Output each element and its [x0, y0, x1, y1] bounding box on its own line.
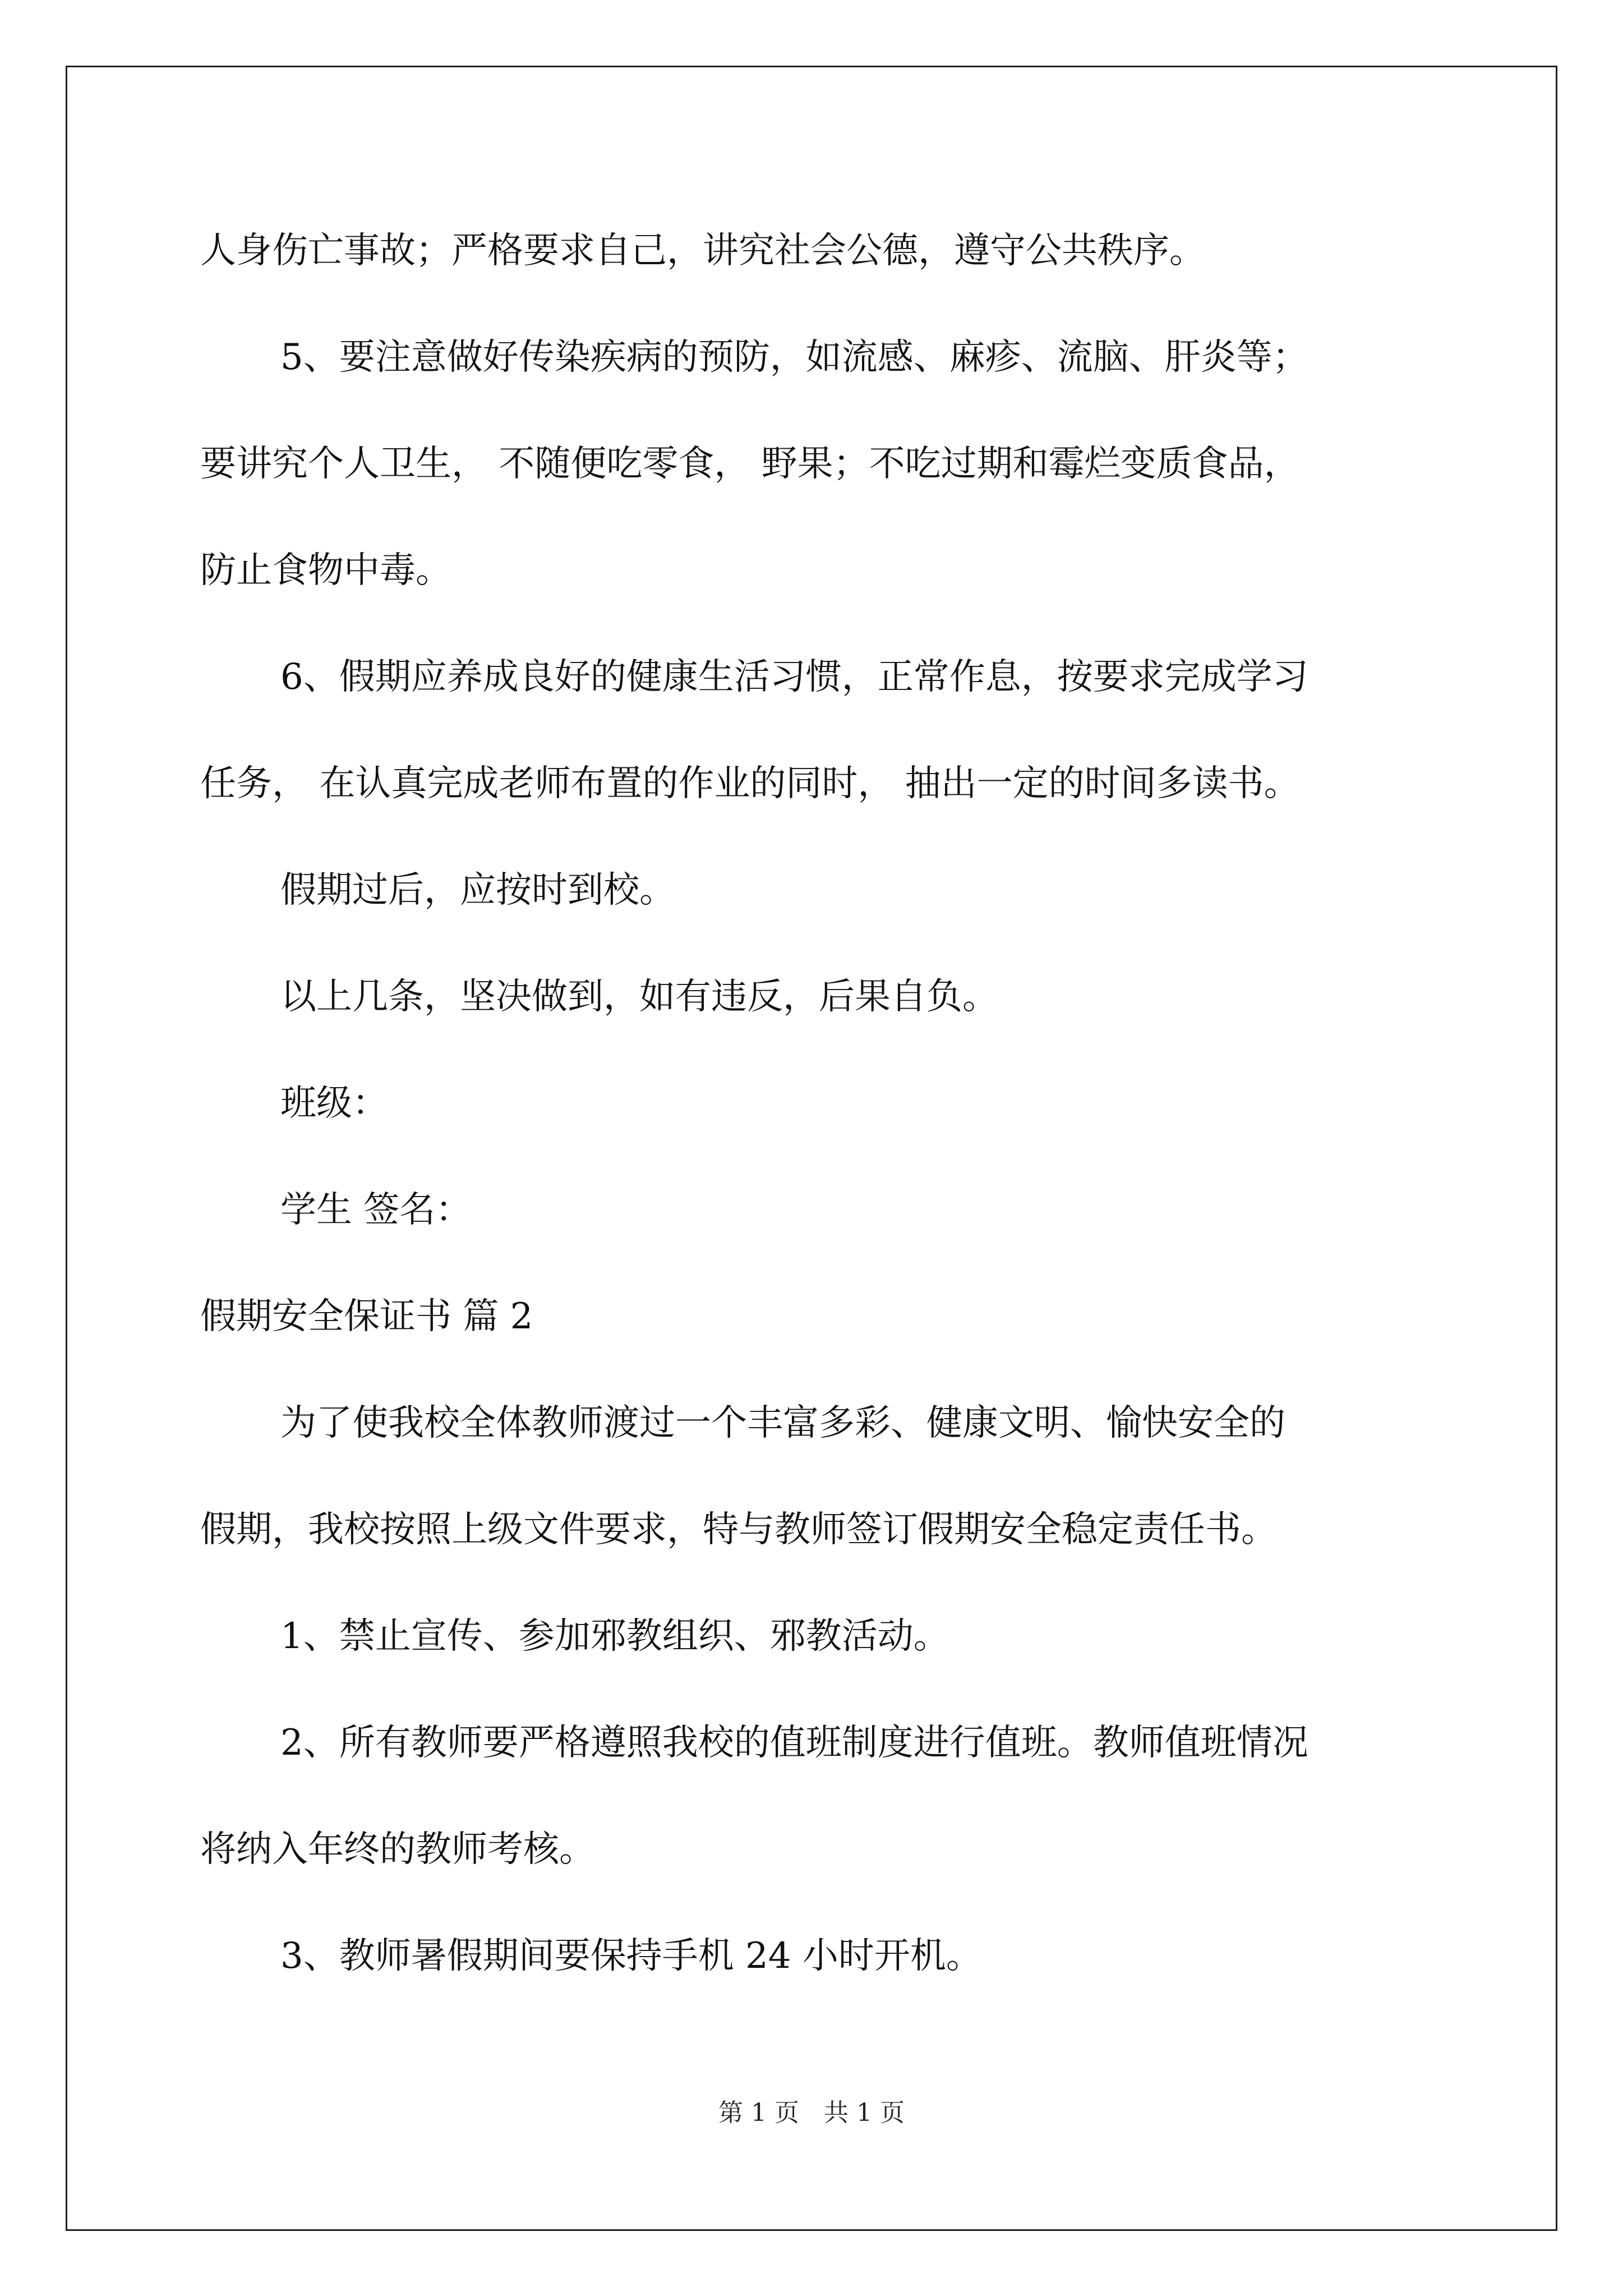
class-label: 班级： [280, 1083, 388, 1124]
page-footer: 第 1 页 共 1 页 [718, 2099, 905, 2127]
section-heading: 假期安全保证书 篇 2 [200, 1296, 533, 1337]
paragraph-line: 6、假期应养成良好的健康生活习惯，正常作息，按要求完成学习 [280, 656, 1308, 698]
paragraph-line: 要讲究个人卫生， 不随便吃零食， 野果；不吃过期和霉烂变质食品， [200, 443, 1300, 485]
paragraph-line: 防止食物中毒。 [200, 550, 451, 591]
paragraph-line: 以上几条，坚决做到，如有违反，后果自负。 [280, 976, 998, 1018]
paragraph-line: 3、教师暑假期间要保持手机 24 小时开机。 [280, 1935, 982, 1977]
paragraph-line: 假期，我校按照上级文件要求，特与教师签订假期安全稳定责任书。 [200, 1509, 1277, 1550]
paragraph-line: 5、要注意做好传染疾病的预防，如流感、麻疹、流脑、肝炎等； [280, 337, 1308, 378]
paragraph-line: 2、所有教师要严格遵照我校的值班制度进行值班。教师值班情况 [280, 1722, 1308, 1764]
paragraph-line: 为了使我校全体教师渡过一个丰富多彩、健康文明、愉快安全的 [280, 1402, 1285, 1444]
paragraph-line: 任务， 在认真完成老师布置的作业的同时， 抽出一定的时间多读书。 [200, 763, 1300, 804]
paragraph-line: 1、禁止宣传、参加邪教组织、邪教活动。 [280, 1616, 949, 1657]
page-border [66, 66, 1557, 2231]
signature-label: 学生 签名： [280, 1189, 472, 1231]
paragraph-line: 假期过后，应按时到校。 [280, 869, 675, 911]
paragraph-line: 人身伤亡事故；严格要求自己，讲究社会公德，遵守公共秩序。 [200, 230, 1205, 272]
paragraph-line: 将纳入年终的教师考核。 [200, 1829, 595, 1870]
